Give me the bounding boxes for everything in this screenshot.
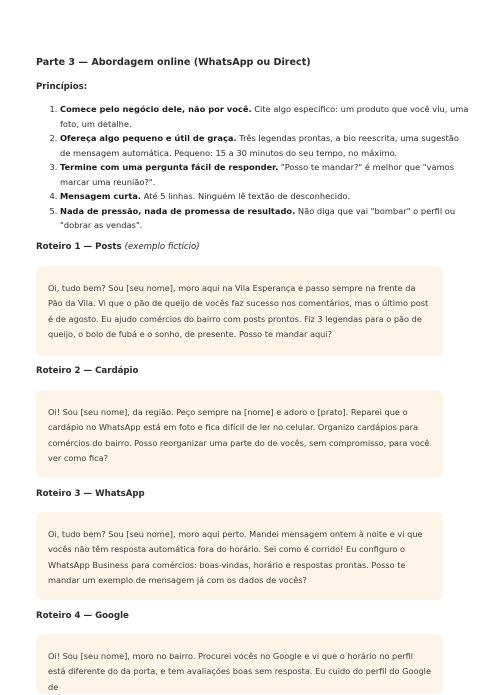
principle-text: Até 5 linhas. Ninguém lê textão de desconhecido. — [141, 191, 350, 201]
principle-lead: Mensagem curta. — [60, 191, 142, 201]
principle-lead: Termine com uma pergunta fácil de responder. — [60, 162, 279, 172]
principle-text: Não diga que vai "bombar" o perfil ou "dobrar as vendas". — [60, 205, 456, 230]
script-heading-text: Roteiro 4 — Google — [36, 611, 129, 621]
principle-lead: Ofereça algo pequeno e útil de graça. — [60, 133, 237, 143]
principle-lead: Comece pelo negócio dele, não por você. — [60, 104, 252, 114]
script-body: Oi, tudo bem? Sou [seu nome], moro aqui na Vila Esperança e passo sempre na frente da Pão da Vila. Vi que o pão de queijo de vocês faz sucesso nos comentários, mas o último post é de agosto. Eu ajudo comércios do bairro com posts prontos. Fiz 3 legendas para o pão de queijo, o bolo de fubá e o sonho, de presente. Posso te mandar aqui? — [48, 283, 429, 340]
script-box-4 — [36, 634, 443, 694]
script-heading-2 — [36, 366, 138, 376]
principle-item — [60, 189, 470, 204]
principle-text: Cite algo específico: um produto que você viu, uma foto, um detalhe. — [60, 104, 469, 129]
script-box-2 — [36, 390, 443, 478]
principle-text: Três legendas prontas, a bio reescrita, uma sugestão de mensagem automática. Pequeno: 15 a 30 minutos do seu tempo, no máximo. — [60, 133, 459, 158]
principles-label: Princípios: — [36, 82, 88, 92]
script-heading-3 — [36, 489, 145, 499]
principle-item — [60, 160, 470, 189]
principle-text: "Posso te mandar?" é melhor que "vamos marcar uma reunião?". — [60, 162, 455, 187]
principle-lead: Nada de pressão, nada de promessa de resultado. — [60, 205, 296, 216]
principle-item — [60, 204, 470, 233]
script-heading-1 — [36, 242, 200, 252]
script-note: (exemplo fictício) — [124, 242, 200, 252]
section-title: Parte 3 — Abordagem online (WhatsApp ou Direct) — [36, 57, 311, 68]
script-heading-text: Roteiro 2 — Cardápio — [36, 366, 139, 376]
script-body: Oi! Sou [seu nome], moro no bairro. Procurei vocês no Google e vi que o horário no perfil está diferente do da porta, e tem avaliações boas sem resposta. Eu cuido do perfil do Google de — [48, 651, 431, 692]
script-heading-4 — [36, 611, 129, 621]
script-heading-text: Roteiro 1 — Posts — [36, 242, 122, 252]
principles-list — [36, 102, 470, 233]
script-body: Oi, tudo bem? Sou [seu nome], moro aqui perto. Mandei mensagem ontem à noite e vi que vocês não têm resposta automática fora do horário. Sei como é corrido! Eu configuro o WhatsApp Business para comércios: boas-vindas, horário e respostas prontas. Posso te mandar um exemplo de mensagem já com os dados de vocês? — [48, 529, 423, 586]
principle-item — [60, 102, 470, 131]
principle-item — [60, 131, 470, 160]
script-body: Oi! Sou [seu nome], da região. Peço sempre na [nome] e adoro o [prato]. Reparei que o cardápio no WhatsApp está em foto e fica difícil de ler no celular. Organizo cardápios para comércios do bairro. Posso reorganizar uma parte do de vocês, sem compromisso, para você ver como fica? — [48, 407, 430, 464]
script-box-3 — [36, 512, 443, 600]
script-heading-text: Roteiro 3 — WhatsApp — [36, 489, 145, 499]
script-box-1 — [36, 266, 443, 356]
